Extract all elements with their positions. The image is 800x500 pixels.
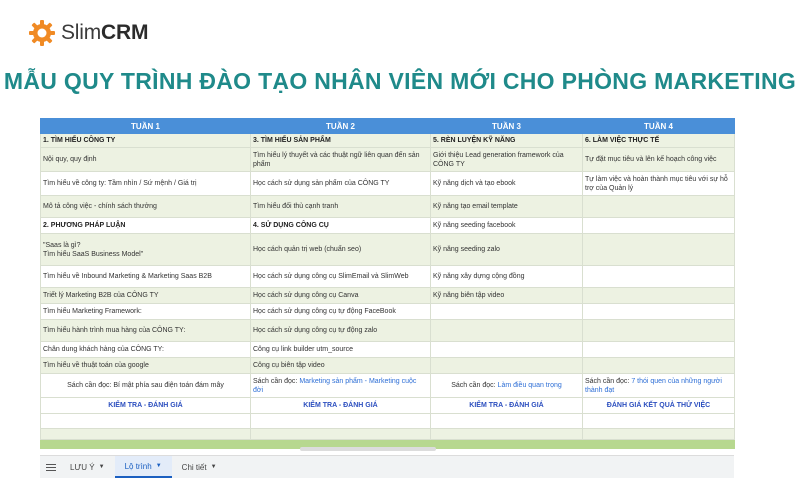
table-cell[interactable]: 2. PHƯƠNG PHÁP LUẬN [41,218,251,234]
table-cell[interactable]: Chân dung khách hàng của CÔNG TY: [41,342,251,358]
table-cell[interactable]: Tìm hiểu Marketing Framework: [41,304,251,320]
table-cell[interactable] [251,429,431,440]
sheet-body [41,119,735,449]
reading-cell[interactable] [251,374,431,398]
review-row [41,398,735,414]
table-row [41,196,735,218]
logo-bold: CRM [101,21,149,44]
table-cell[interactable]: 6. LÀM VIỆC THỰC TẾ [583,134,735,148]
table-cell[interactable]: Triết lý Marketing B2B của CÔNG TY [41,288,251,304]
blank-row [41,414,735,429]
reading-cell[interactable]: Sách cần đọc: Bí mật phía sau điện toán đám mây [41,374,251,398]
table-cell[interactable]: Tự đặt mục tiêu và lên kế hoạch công việc [583,148,735,172]
table-cell[interactable]: Kỹ năng seeding facebook [431,218,583,234]
table-cell[interactable] [431,342,583,358]
table-cell[interactable]: Tìm hiểu về thuật toán của google [41,358,251,374]
table-cell[interactable]: Kỹ năng seeding zalo [431,234,583,266]
slimcrm-logo [28,18,148,48]
table-cell[interactable]: Học cách sử dụng công cụ Canva [251,288,431,304]
reading-label: Sách cần đọc: [585,377,632,385]
table-row [41,234,735,266]
table-cell[interactable] [431,320,583,342]
table-row [41,342,735,358]
all-sheets-menu-icon[interactable] [46,464,60,471]
tab-lo-trinh[interactable] [115,456,172,478]
table-cell [583,440,735,449]
logo-text [61,21,148,45]
gear-icon [28,19,56,47]
table-cell[interactable] [583,288,735,304]
table-cell[interactable]: Học cách sử dụng công cụ SlimEmail và SlimWeb [251,266,431,288]
table-row [41,320,735,342]
table-cell[interactable]: Học cách sử dụng công cụ tự động zalo [251,320,431,342]
table-cell[interactable] [583,414,735,429]
week-header-row [41,119,735,134]
review-cell[interactable]: ĐÁNH GIÁ KẾT QUẢ THỬ VIỆC [583,398,735,414]
week-header[interactable]: TUẦN 1 [41,119,251,134]
review-cell[interactable]: KIỂM TRA - ĐÁNH GIÁ [431,398,583,414]
reading-cell[interactable] [583,374,735,398]
table-cell[interactable]: Tìm hiểu hành trình mua hàng của CÔNG TY: [41,320,251,342]
table-cell[interactable] [583,429,735,440]
chevron-down-icon: ▼ [210,464,217,470]
table-cell[interactable] [583,358,735,374]
table-cell[interactable] [431,429,583,440]
training-sheet [40,118,735,449]
chevron-down-icon: ▼ [155,463,162,469]
horizontal-scrollbar[interactable] [300,447,436,451]
table-cell[interactable]: Tự làm việc và hoàn thành mục tiêu với sự hỗ trợ của Quản lý [583,172,735,196]
table-cell[interactable] [431,358,583,374]
table-cell[interactable]: 4. SỬ DỤNG CÔNG CỤ [251,218,431,234]
table-cell[interactable]: 5. RÈN LUYỆN KỸ NĂNG [431,134,583,148]
table-row [41,172,735,196]
logo-prefix: Slim [61,21,102,44]
tab-chi-tiet[interactable] [172,456,227,478]
table-cell[interactable]: Kỹ năng xây dựng cộng đồng [431,266,583,288]
blank-row [41,429,735,440]
table-row [41,134,735,148]
table-cell[interactable] [583,218,735,234]
table-cell[interactable]: Học cách sử dụng sản phẩm của CÔNG TY [251,172,431,196]
table-cell[interactable] [583,320,735,342]
table-row [41,148,735,172]
table-cell[interactable] [41,414,251,429]
table-cell[interactable] [431,414,583,429]
table-cell[interactable]: Tìm hiểu đối thủ cạnh tranh [251,196,431,218]
table-cell[interactable] [431,304,583,320]
book-link[interactable]: Marketing sản phẩm - Marketing cuộc đời [253,377,417,394]
tab-label: Lộ trình [124,461,152,471]
table-cell[interactable] [251,414,431,429]
reading-row [41,374,735,398]
table-cell[interactable]: 3. TÌM HIỂU SẢN PHẨM [251,134,431,148]
reading-cell[interactable] [431,374,583,398]
reading-label: Sách cần đọc: [451,382,498,389]
table-cell [41,440,251,449]
week-header[interactable]: TUẦN 2 [251,119,431,134]
table-cell[interactable]: Nội quy, quy định [41,148,251,172]
table-cell[interactable]: Tìm hiểu lý thuyết và các thuật ngữ liên quan đến sản phẩm [251,148,431,172]
table-cell[interactable]: Công cụ biên tập video [251,358,431,374]
tab-luu-y[interactable] [60,456,115,478]
reading-label: Sách cần đọc: [253,377,300,385]
table-cell [431,440,583,449]
page-title: MẪU QUY TRÌNH ĐÀO TẠO NHÂN VIÊN MỚI CHO PHÒNG MARKETING [3,68,797,94]
table-cell[interactable]: Học cách sử dụng công cụ tự động FaceBook [251,304,431,320]
table-cell[interactable]: 1. TÌM HIỂU CÔNG TY [41,134,251,148]
table-cell[interactable] [41,429,251,440]
review-cell[interactable]: KIỂM TRA - ĐÁNH GIÁ [251,398,431,414]
week-header[interactable]: TUẦN 4 [583,119,735,134]
table-cell[interactable] [583,266,735,288]
table-cell[interactable]: "Saas là gì? Tìm hiểu SaaS Business Model" [41,234,251,266]
table-cell[interactable]: Công cụ link builder utm_source [251,342,431,358]
table-cell[interactable] [583,234,735,266]
table-cell[interactable]: Giới thiệu Lead generation framework của CÔNG TY [431,148,583,172]
table-cell[interactable]: Mô tả công việc - chính sách thưởng [41,196,251,218]
week-header[interactable]: TUẦN 3 [431,119,583,134]
book-link[interactable]: 7 thói quen của những người thành đạt [585,377,722,394]
sheet-tab-bar [40,455,734,478]
table-cell[interactable] [583,196,735,218]
table-cell[interactable]: Tìm hiểu về công ty: Tầm nhìn / Sứ mệnh / Giá trị [41,172,251,196]
book-link[interactable]: Làm điều quan trọng [497,382,562,389]
table-row [41,304,735,320]
table-row [41,288,735,304]
table-cell[interactable]: Kỹ năng biên tập video [431,288,583,304]
tab-label: Chi tiết [181,462,207,472]
table-cell[interactable]: Kỹ năng tạo email template [431,196,583,218]
table-cell[interactable]: Học cách quản trị web (chuẩn seo) [251,234,431,266]
table-row [41,218,735,234]
chevron-down-icon: ▼ [98,464,105,470]
table-cell[interactable]: Tìm hiểu về Inbound Marketing & Marketing Saas B2B [41,266,251,288]
table-row [41,358,735,374]
table-cell[interactable]: Kỹ năng dịch và tạo ebook [431,172,583,196]
table-row [41,266,735,288]
table-cell[interactable] [583,304,735,320]
review-cell[interactable]: KIỂM TRA - ĐÁNH GIÁ [41,398,251,414]
table-cell[interactable] [583,342,735,358]
tab-label: LƯU Ý [70,462,95,472]
